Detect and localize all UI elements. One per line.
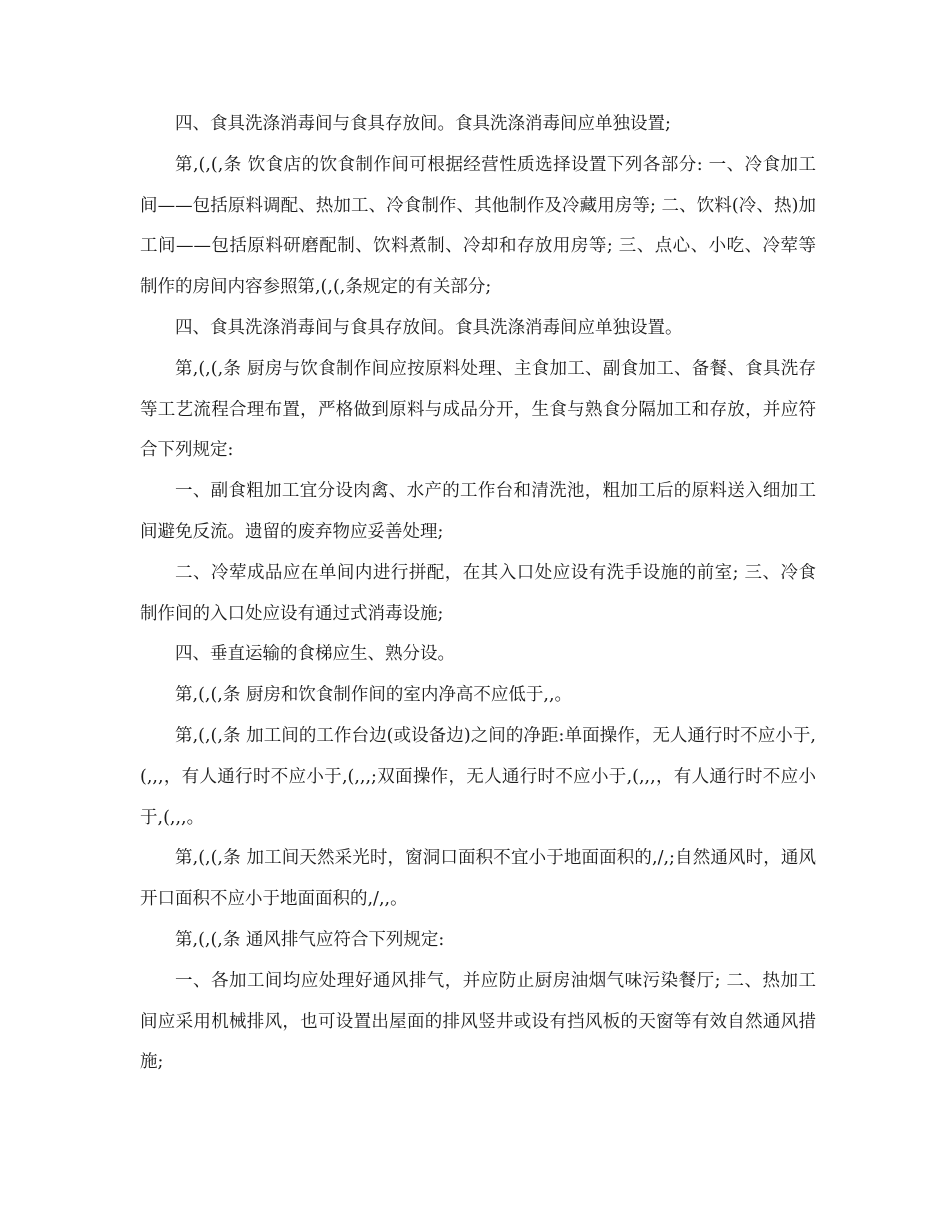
paragraph-11: 第,(,(,条 通风排气应符合下列规定: [175,929,445,950]
paragraph-6: 二、冷荤成品应在单间内进行拼配，在其入口处应设有洗手设施的前室; 三、冷食制作间的入口处应设有通过式消毒设施; [140,562,816,624]
paragraph-10: 第,(,(,条 加工间天然采光时，窗洞口面积不宜小于地面面积的,/,;自然通风时，通风开口面积不应小于地面面积的,/,,。 [140,848,816,910]
paragraph-4: 第,(,(,条 厨房与饮食制作间应按原料处理、主食加工、副食加工、备餐、食具洗存等工艺流程合理布置，严格做到原料与成品分开，生食与熟食分隔加工和存放，并应符合下列规定: [140,358,816,461]
paragraph-2: 第,(,(,条 饮食店的饮食制作间可根据经营性质选择设置下列各部分: 一、冷食加工间——包括原料调配、热加工、冷食制作、其他制作及冷藏用房等; 二、饮料(冷、热)加工间——包括原料研磨配制、饮料煮制、冷却和存放用房等; 三、点心、小吃、冷荤等制作的房间内容参照第,(,(,条规定的有关部分; [140,154,816,298]
paragraph-1: 四、食具洗涤消毒间与食具存放间。食具洗涤消毒间应单独设置; [175,114,671,134]
paragraph-7: 四、垂直运输的食梯应生、熟分设。 [175,644,455,665]
paragraph-12: 一、各加工间均应处理好通风排气，并应防止厨房油烟气味污染餐厅; 二、热加工间应采用机械排风，也可设置出屋面的排风竖井或设有挡风板的天窗等有效自然通风措施; [140,970,816,1073]
paragraph-9: 第,(,(,条 加工间的工作台边(或设备边)之间的净距:单面操作，无人通行时不应小于,(,,,，有人通行时不应小于,(,,,;双面操作，无人通行时不应小于,(,,,，有人通行时不应小于,(,,,。 [140,725,816,828]
paragraph-8: 第,(,(,条 厨房和饮食制作间的室内净高不应低于,,。 [175,685,573,706]
paragraph-5: 一、副食粗加工宜分设肉禽、水产的工作台和清洗池，粗加工后的原料送入细加工间避免反流。遗留的废弃物应妥善处理; [140,481,816,542]
document-body [140,104,816,1083]
paragraph-3: 四、食具洗涤消毒间与食具存放间。食具洗涤消毒间应单独设置。 [175,317,683,338]
